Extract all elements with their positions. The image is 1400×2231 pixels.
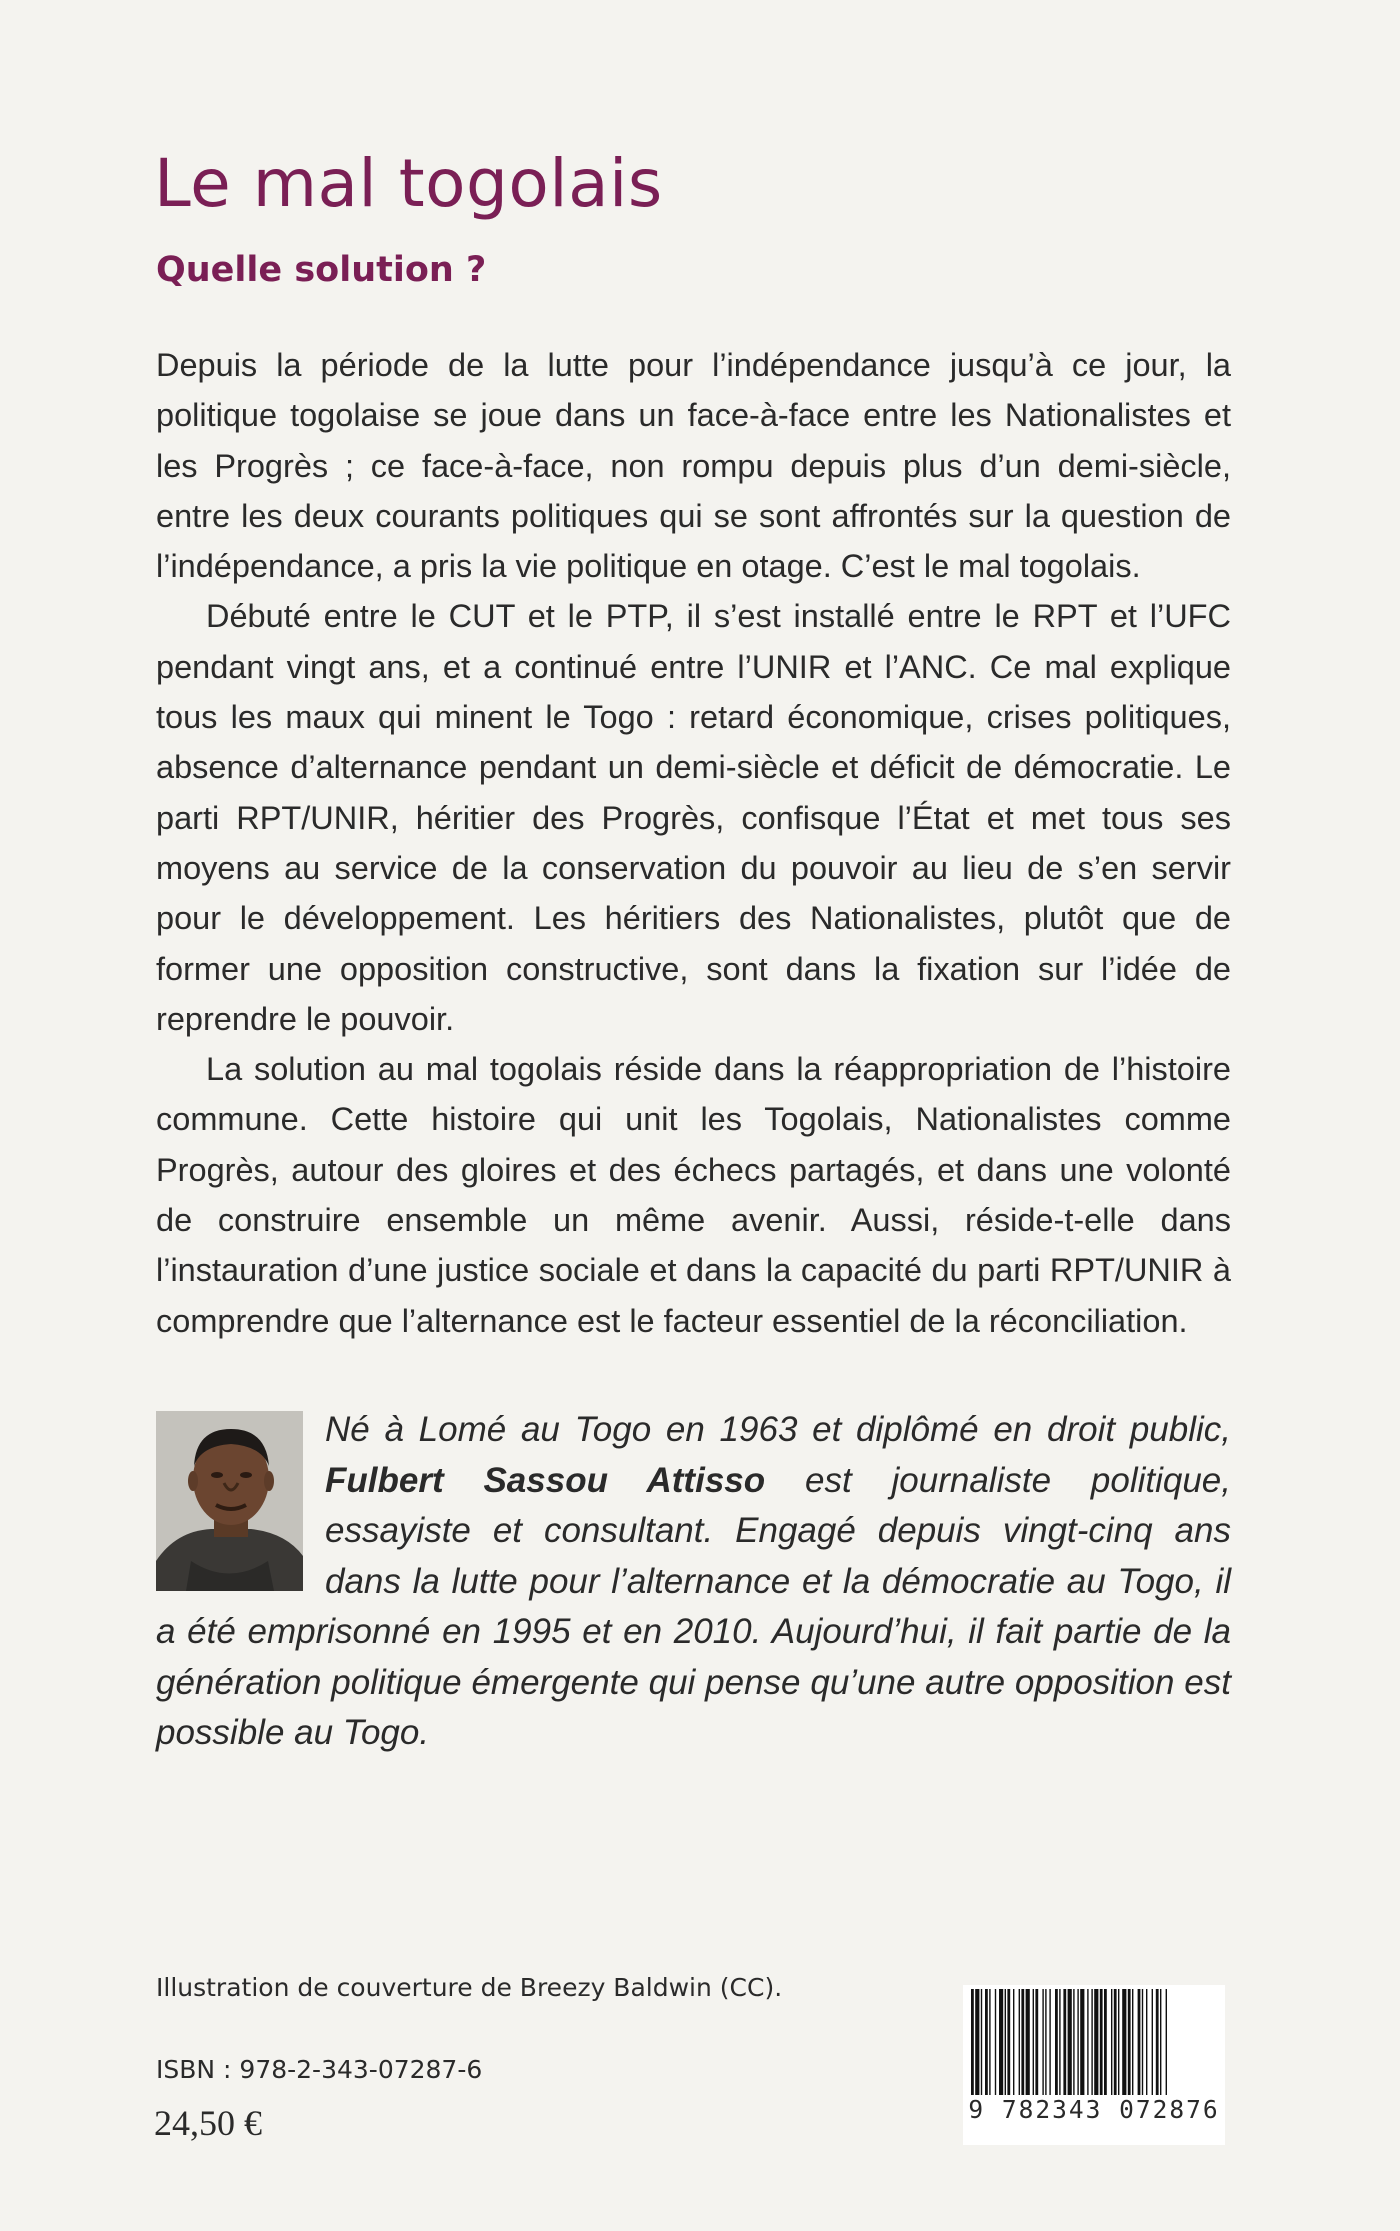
barcode-bar — [971, 1989, 974, 2097]
back-cover-summary — [156, 340, 1231, 1346]
barcode-bar — [995, 1989, 996, 2097]
barcode-bar — [1068, 1989, 1072, 2097]
summary-paragraph-3: La solution au mal togolais réside dans la réappropriation de l’histoire commune. Cette histoire qui unit les Togolais, Nationalistes comme Progrès, autour des gloires et des échecs partagés, et dans une volonté de construire ensemble un même avenir. Aussi, réside-t-elle dans l’instauration d’une justice sociale et dans la capacité du parti RPT/UNIR à comprendre que l’alternance est le facteur essentiel de la réconciliation. — [156, 1051, 1231, 1339]
book-title: Le mal togolais — [154, 145, 663, 222]
barcode-bar — [1091, 1989, 1092, 2097]
barcode-bar — [1021, 1989, 1024, 2097]
barcode-bar — [1049, 1989, 1050, 2097]
book-subtitle: Quelle solution ? — [156, 250, 487, 290]
author-bio — [156, 1405, 1231, 1759]
barcode-bar — [1156, 1989, 1159, 2097]
barcode-bar — [981, 1989, 982, 2097]
barcode-bar — [1035, 1989, 1038, 2097]
barcode-bar — [989, 1989, 990, 2097]
barcode-bar — [1073, 1989, 1074, 2097]
barcode-bar — [975, 1989, 979, 2097]
barcode-bar — [1160, 1989, 1161, 2097]
barcode-bar — [1026, 1989, 1030, 2097]
barcode-bar — [1059, 1989, 1060, 2097]
barcode-bar — [1042, 1989, 1043, 2097]
barcode-bar — [1146, 1989, 1147, 2097]
summary-paragraph-2: Débuté entre le CUT et le PTP, il s’est installé entre le RPT et l’UFC pendant vingt ans, et a continué entre l’UNIR et l’ANC. Ce mal explique tous les maux qui minent le Togo : retard économique, crises politiques, absence d’alternance pendant un demi-siècle et déficit de démocratie. Le parti RPT/UNIR, héritier des Progrès, confisque l’État et met tous ses moyens au service de la conservation du pouvoir au lieu de s’en servir pour le développement. Les héritiers des Nationalistes, plutôt que de former une opposition constructive, sont dans la fixation sur l’idée de reprendre le pouvoir. — [156, 598, 1231, 1037]
barcode-bar — [1007, 1989, 1010, 2097]
barcode-bar — [1094, 1989, 1098, 2097]
barcode-bar — [999, 1989, 1003, 2097]
barcode-bar — [1118, 1989, 1119, 2097]
barcode-bar — [1128, 1989, 1131, 2097]
barcode-bar — [1111, 1989, 1112, 2097]
barcode-bar — [1132, 1989, 1133, 2097]
barcode-bar — [1100, 1989, 1103, 2097]
barcode-digits: 9 782343 072876 — [963, 2095, 1225, 2125]
bio-text-rest: est journaliste politique, essayiste et consultant. Engagé depuis vingt-cinq ans dans la lutte pour l’alternance et la démocratie au Togo, il a été emprisonné en 1995 et en 2010. Aujourd’hui, il fait partie de la génération politique émergente qui pense qu’une autre opposition est possible au Togo. — [156, 1460, 1231, 1752]
barcode-bar — [1080, 1989, 1084, 2097]
barcode-bar — [1013, 1989, 1014, 2097]
barcode-bar — [1087, 1989, 1088, 2097]
barcode-bar — [1166, 1989, 1167, 2097]
barcode-bar — [1005, 1989, 1006, 2097]
summary-paragraph-1: Depuis la période de la lutte pour l’indépendance jusqu’à ce jour, la politique togolaise se joue dans un face-à-face entre les Nationalistes et les Progrès ; ce face-à-face, non rompu depuis plus d’un demi-siècle, entre les deux courants politiques qui se sont affrontés sur la question de l’indépendance, a pris la vie politique en otage. C’est le mal togolais. — [156, 347, 1231, 585]
author-photo — [156, 1411, 303, 1591]
author-name: Fulbert Sassou Attisso — [325, 1460, 766, 1500]
barcode-bar — [1142, 1989, 1143, 2097]
barcode-bar — [985, 1989, 988, 2097]
isbn: ISBN : 978-2-343-07287-6 — [156, 2055, 483, 2084]
price: 24,50 € — [154, 2103, 262, 2143]
barcode-bar — [1104, 1989, 1107, 2097]
barcode-bar — [1055, 1989, 1058, 2097]
bio-text-intro: Né à Lomé au Togo en 1963 et diplômé en droit public, — [325, 1410, 1231, 1449]
barcode-bar — [1077, 1989, 1078, 2097]
barcode-bar — [1063, 1989, 1066, 2097]
barcode-bar — [1114, 1989, 1117, 2097]
barcode-bar — [1045, 1989, 1046, 2097]
barcode-bar — [1152, 1989, 1153, 2097]
barcode-bar — [1033, 1989, 1034, 2097]
barcode-bar — [1019, 1989, 1020, 2097]
cover-credit: Illustration de couverture de Breezy Baldwin (CC). — [156, 1973, 783, 2002]
barcode-bar — [1138, 1989, 1141, 2097]
barcode-bar — [1122, 1989, 1126, 2097]
